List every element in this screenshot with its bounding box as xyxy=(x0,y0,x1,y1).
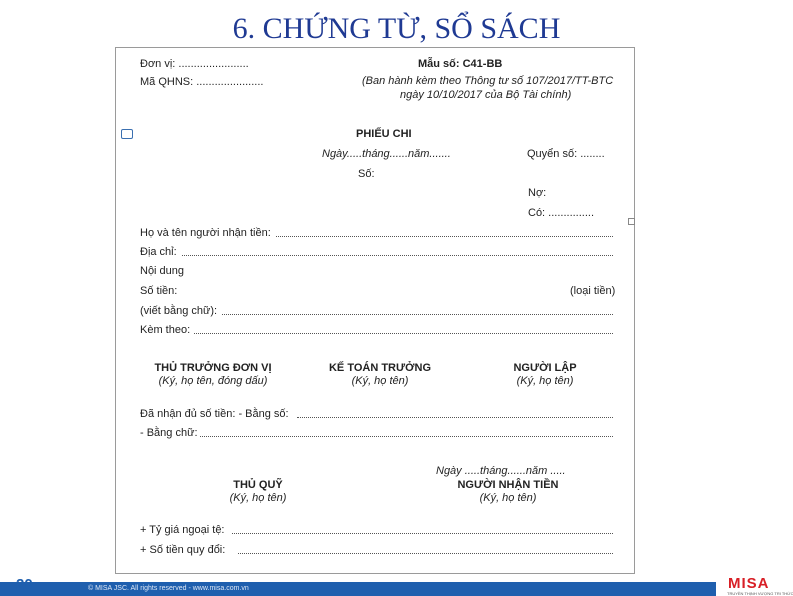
misa-logo: MISA xyxy=(728,575,770,592)
ban-hanh-line1: (Ban hành kèm theo Thông tư số 107/2017/TT-BTC xyxy=(362,75,614,87)
phieu-chi-heading: PHIẾU CHI xyxy=(356,128,412,140)
sig-recipient-title: NGƯỜI NHẬN TIỀN xyxy=(457,479,559,491)
dia-chi-label: Địa chỉ: xyxy=(140,246,177,258)
resize-handle[interactable] xyxy=(628,218,635,225)
mau-so: Mẫu số: C41-BB xyxy=(418,58,503,70)
da-nhan-label: Đã nhận đủ số tiền: - Bằng số: xyxy=(140,408,289,420)
viet-bang-chu-label: (viết bằng chữ): xyxy=(140,305,218,317)
quyen-so: Quyển số: ........ xyxy=(527,148,605,160)
ho-ten-label: Họ và tên người nhận tiền: xyxy=(140,227,271,239)
so-tien-quy-doi-dotted-line xyxy=(238,544,613,554)
footer-bar xyxy=(0,576,793,596)
sig-preparer-note: (Ký, họ tên) xyxy=(516,375,574,387)
sig-chief-accountant-title: KẾ TOÁN TRƯỞNG xyxy=(328,362,432,374)
kem-theo-dotted-line xyxy=(194,324,613,334)
no-label: Nợ: xyxy=(528,187,547,199)
expand-icon[interactable] xyxy=(121,129,133,139)
viet-bang-chu-dotted-line xyxy=(222,305,613,315)
ty-gia-dotted-line xyxy=(232,524,613,534)
sig-head-of-unit-note: (Ký, họ tên, đóng dấu) xyxy=(158,375,268,387)
so-label: Số: xyxy=(358,168,375,180)
bang-so-dotted-line xyxy=(297,408,613,418)
so-tien-quy-doi-label: + Số tiền quy đổi: xyxy=(140,544,226,556)
sig-cashier-note: (Ký, họ tên) xyxy=(229,492,287,504)
page-title: 6. CHỨNG TỪ, SỔ SÁCH xyxy=(232,12,561,45)
dia-chi-dotted-line xyxy=(182,246,613,256)
sig-head-of-unit-title: THỦ TRƯỞNG ĐƠN VỊ xyxy=(154,362,272,374)
sig-cashier-title: THỦ QUỸ xyxy=(233,479,283,491)
kem-theo-label: Kèm theo: xyxy=(140,324,191,336)
don-vi: Đơn vị: ....................... xyxy=(140,58,249,70)
ban-hanh-line2: ngày 10/10/2017 của Bộ Tài chính) xyxy=(400,89,572,101)
so-tien-label: Số tiền: xyxy=(140,285,178,297)
ty-gia-label: + Tỷ giá ngoại tệ: xyxy=(140,524,225,536)
date-line: Ngày.....tháng......năm....... xyxy=(322,148,451,160)
co-label: Có: ............... xyxy=(528,207,595,219)
ho-ten-dotted-line xyxy=(276,227,613,237)
loai-tien-label: (loại tiền) xyxy=(570,285,616,297)
sig-chief-accountant-note: (Ký, họ tên) xyxy=(351,375,409,387)
bang-chu-dotted-line xyxy=(200,427,613,437)
sig-recipient-note: (Ký, họ tên) xyxy=(479,492,537,504)
copyright-text: © MISA JSC. All rights reserved - www.misa.com.vn xyxy=(88,585,249,592)
anniversary-logo: 20 xyxy=(16,576,33,593)
sig-preparer-title: NGƯỜI LẬP xyxy=(513,362,577,374)
noi-dung-label: Nội dung xyxy=(140,265,185,277)
bang-chu-label: - Bằng chữ: xyxy=(140,427,198,439)
ma-qhns: Mã QHNS: ...................... xyxy=(140,76,264,88)
date-line-2: Ngày .....tháng......năm ..... xyxy=(436,465,566,477)
misa-tagline: TRUYỀN THỊNH VƯỢNG TRI THỨC xyxy=(727,591,793,596)
